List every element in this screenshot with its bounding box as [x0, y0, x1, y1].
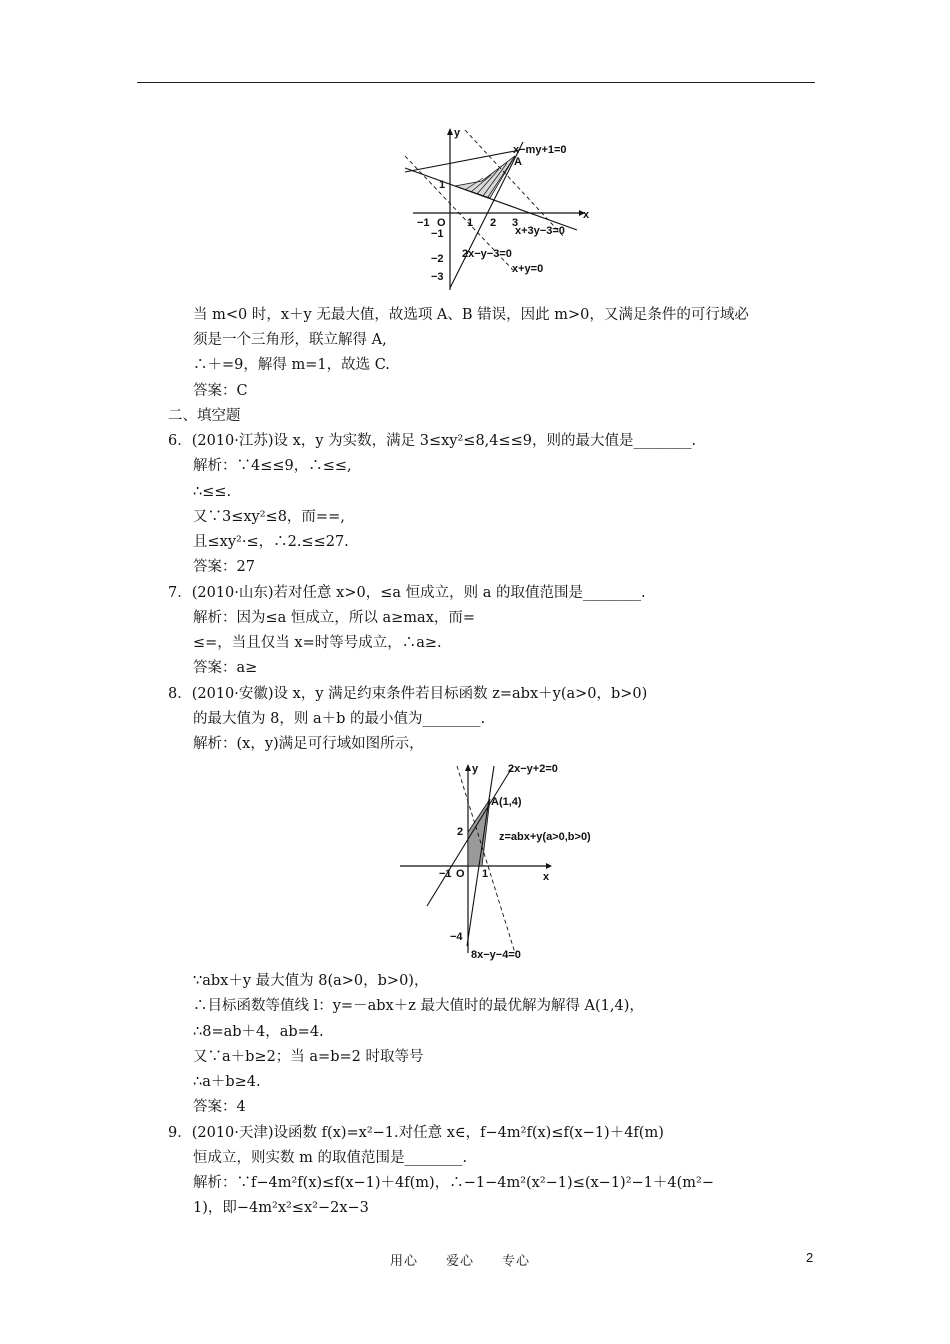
x-axis-label: x: [543, 871, 550, 883]
tick-y-minus3: −3: [431, 271, 444, 283]
tick-y-2: 2: [457, 826, 464, 838]
text-line: 当 m<0 时，x＋y 无最大值，故选项 A、B 错误，因此 m>0，又满足条件的可行域必: [193, 307, 749, 323]
question-6: 6．(2010·江苏)设 x，y 为实数，满足 3≤xy²≤8,4≤≤9，则的最大值是________.: [168, 433, 697, 449]
eq-2x-y-3-label: 2x−y−3=0: [462, 248, 512, 260]
text-line: 解析：(x，y)满足可行域如图所示，: [193, 736, 424, 752]
eq-x-my-1-label: x−my+1=0: [513, 144, 567, 156]
point-a-label: A(1,4): [491, 796, 522, 808]
y-axis-arrow-icon: [447, 128, 453, 135]
text-line: 又∵3≤xy²≤8，而==,: [193, 509, 345, 525]
eq-objective-label: z=abx+y(a>0,b>0): [499, 831, 591, 843]
text-line: 须是一个三角形，联立解得 A,: [193, 332, 387, 348]
answer-line: 答案：a≥: [193, 660, 258, 676]
footer-motto: 用心 爱心 专心: [390, 1254, 531, 1269]
tick-y-1: 1: [439, 179, 446, 191]
text-line: ∴目标函数等值线 l：y=－abx＋z 最大值时的最优解为解得 A(1,4)，: [193, 998, 644, 1014]
eq-2x-y-2-label: 2x−y+2=0: [508, 763, 558, 775]
eq-x-y-0-label: x+y=0: [512, 263, 544, 275]
figure-feasible-region-1: [395, 120, 595, 292]
tick-x-1: 1: [482, 868, 489, 880]
text-line: 恒成立，则实数 m 的取值范围是________.: [193, 1150, 468, 1166]
eq-x-3y-3-label: x+3y−3=0: [515, 225, 565, 237]
answer-line: 答案：27: [193, 559, 255, 575]
section-heading: 二、填空题: [168, 408, 241, 424]
tick-y-minus4: −4: [450, 931, 463, 943]
text-line: 解析：∵4≤≤9，∴≤≤,: [193, 458, 352, 474]
y-axis-label: y: [454, 127, 461, 139]
text-line: ∴8=ab＋4，ab=4.: [193, 1024, 324, 1040]
text-line: ∴＋=9，解得 m=1，故选 C.: [193, 357, 390, 373]
tick-x-minus1: −1: [439, 868, 452, 880]
question-7: 7．(2010·山东)若对任意 x>0，≤a 恒成立，则 a 的取值范围是________.: [168, 585, 646, 601]
origin-label: O: [456, 868, 465, 880]
x-axis-label: x: [583, 209, 590, 221]
page-number: 2: [806, 1250, 814, 1265]
tick-x-2: 2: [490, 217, 497, 229]
header-rule: [137, 82, 815, 83]
text-line: 解析：∵f−4m²f(x)≤f(x−1)＋4f(m)，∴−1−4m²(x²−1)≤(x−1)²−1＋4(m²−: [193, 1175, 714, 1191]
text-line: ∵abx＋y 最大值为 8(a>0，b>0)，: [193, 973, 429, 989]
point-a-label: A: [514, 156, 522, 168]
text-line: 且≤xy²·≤，∴2.≤≤27.: [193, 534, 349, 550]
answer-line: 答案：C: [193, 383, 248, 399]
tick-y-minus2: −2: [431, 253, 444, 265]
text-line: 又∵a＋b≥2；当 a=b=2 时取等号: [193, 1049, 424, 1065]
figure-feasible-region-2: [395, 758, 615, 964]
origin-label: O: [437, 217, 446, 229]
tick-x-minus1: −1: [417, 217, 430, 229]
x-axis-arrow-icon: [546, 863, 552, 869]
answer-line: 答案：4: [193, 1099, 246, 1115]
y-axis-arrow-icon: [465, 764, 471, 771]
tick-x-3: 3: [512, 217, 519, 229]
text-line: ∴≤≤.: [193, 484, 232, 500]
graph-1: [395, 120, 595, 292]
text-line: 1)，即−4m²x²≤x²−2x−3: [193, 1200, 369, 1216]
graph-2: [395, 758, 615, 964]
text-line: ≤=，当且仅当 x=时等号成立，∴a≥.: [193, 635, 442, 651]
line-objective: [457, 766, 515, 953]
tick-x-1: 1: [467, 217, 474, 229]
question-8: 8．(2010·安徽)设 x，y 满足约束条件若目标函数 z=abx＋y(a>0，b>0): [168, 686, 648, 702]
text-line: 解析：因为≤a 恒成立，所以 a≥max，而=: [193, 610, 476, 626]
tick-y-minus1: −1: [431, 228, 444, 240]
question-9: 9．(2010·天津)设函数 f(x)=x²−1.对任意 x∈，f−4m²f(x)≤f(x−1)＋4f(m): [168, 1125, 664, 1141]
y-axis-label: y: [472, 763, 479, 775]
eq-8x-y-4-label: 8x−y−4=0: [471, 949, 521, 961]
text-line: 的最大值为 8，则 a＋b 的最小值为________.: [193, 711, 486, 727]
text-line: ∴a＋b≥4.: [193, 1074, 261, 1090]
